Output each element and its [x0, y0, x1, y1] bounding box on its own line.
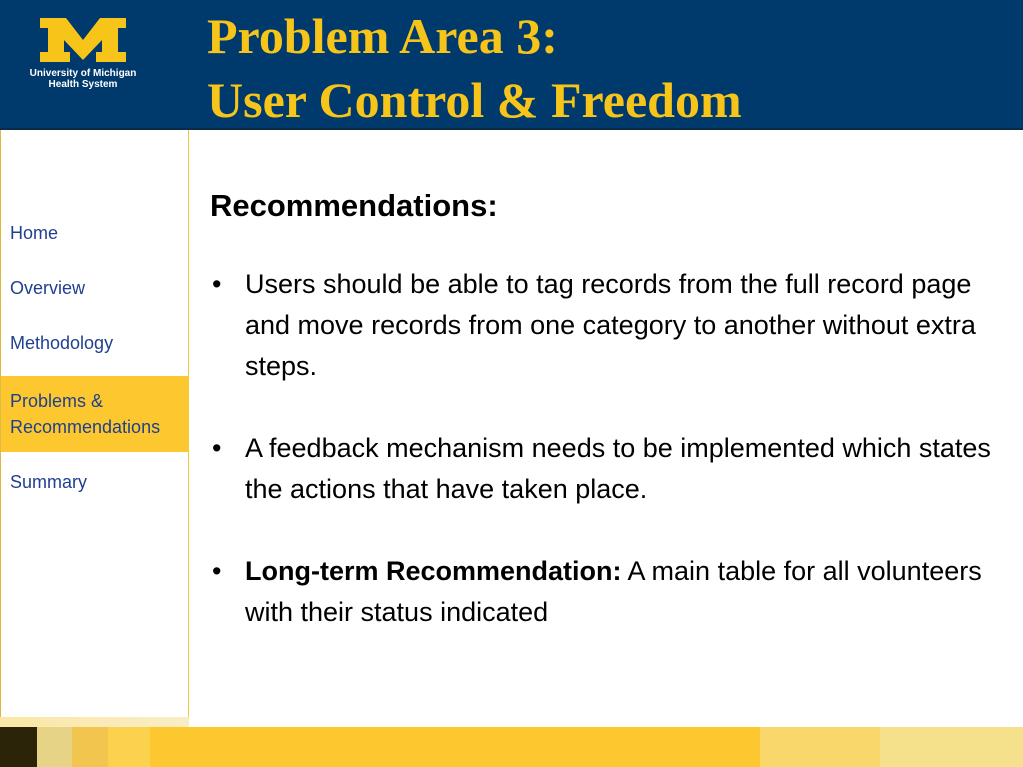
- sidebar-nav: [0, 130, 189, 727]
- nav-item-summary[interactable]: Summary: [10, 472, 88, 492]
- nav-item-label-line-1: Problems &: [10, 391, 104, 411]
- block-m-icon: [38, 16, 128, 64]
- bullet-text: Users should be able to tag records from the full record page and move records from one category to another without extra steps.: [245, 269, 976, 381]
- nav-item-overview[interactable]: Overview: [10, 278, 86, 298]
- logo-text: [12, 68, 154, 90]
- bullet-icon: •: [212, 556, 222, 586]
- slide-header: [0, 0, 1023, 130]
- slide-title: [207, 4, 742, 132]
- bullet-text: A main table for all volunteers with their status indicated: [245, 556, 982, 627]
- recommendation-list: [210, 264, 1010, 633]
- bullet-text: A feedback mechanism needs to be implemented which states the actions that have taken place.: [245, 433, 991, 504]
- logo-line-2: Health System: [48, 79, 118, 90]
- list-item: [210, 264, 1010, 387]
- recommendations-heading: Recommendations:: [210, 188, 498, 223]
- slide-footer-bar: [0, 727, 1023, 767]
- university-logo: [12, 10, 154, 120]
- nav-item-label-line-2: Recommendations: [10, 417, 161, 437]
- slide-content: [210, 182, 1010, 633]
- list-item: [210, 551, 1010, 633]
- logo-line-1: University of Michigan: [29, 68, 137, 79]
- nav-item-home[interactable]: Home: [10, 223, 59, 243]
- title-line-1: Problem Area 3:: [207, 8, 558, 64]
- sidebar-footer-strip: [0, 717, 189, 727]
- bullet-icon: •: [212, 269, 222, 299]
- nav-item-problems-recommendations[interactable]: [1, 376, 189, 452]
- list-item: [210, 428, 1010, 510]
- bullet-icon: •: [212, 433, 222, 463]
- bullet-strong-text: Long-term Recommendation:: [245, 556, 622, 586]
- nav-item-methodology[interactable]: Methodology: [10, 333, 114, 353]
- title-line-2: User Control & Freedom: [207, 72, 742, 128]
